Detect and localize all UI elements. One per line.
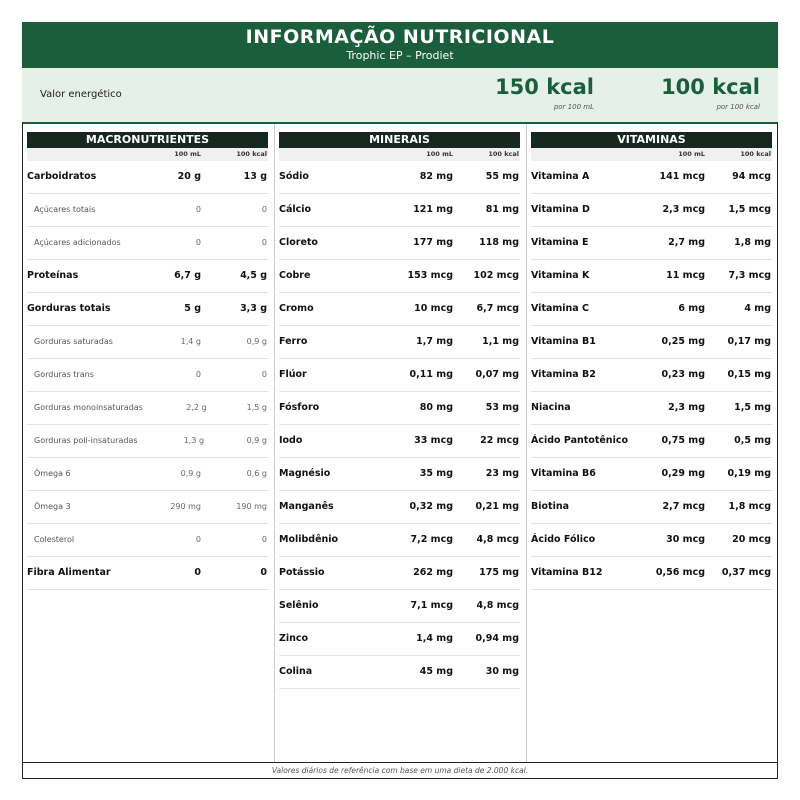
table-row	[27, 227, 268, 260]
nutrient-name: Gorduras saturadas	[34, 337, 113, 346]
value-100ml: 2,7 mcg	[662, 501, 705, 512]
table-row	[27, 491, 268, 524]
nutrient-name: Açúcares adicionados	[34, 238, 121, 247]
value-100kcal: 0	[261, 238, 267, 247]
value-100ml: 20 g	[177, 171, 201, 182]
value-100kcal: 1,8 mcg	[728, 501, 771, 512]
table-row	[279, 656, 520, 689]
energy-per-100kcal-value: 100 kcal	[661, 75, 760, 99]
table-row	[27, 194, 268, 227]
value-100ml: 2,3 mcg	[662, 204, 705, 215]
value-100kcal: 1,5 mg	[734, 402, 771, 413]
value-100kcal: 0,21 mg	[475, 501, 519, 512]
page-title: INFORMAÇÃO NUTRICIONAL	[245, 26, 555, 48]
value-100ml: 0,11 mg	[409, 369, 453, 380]
nutrient-name: Ácido Pantotênico	[531, 435, 628, 446]
nutrient-name: Proteínas	[27, 270, 79, 281]
value-100ml: 5 g	[184, 303, 201, 314]
table-row	[531, 227, 772, 260]
value-100ml: 0	[194, 567, 201, 578]
value-100kcal: 1,8 mg	[734, 237, 771, 248]
nutrient-name: Iodo	[279, 435, 303, 446]
table-row	[279, 161, 520, 194]
nutrient-name: Colesterol	[34, 535, 75, 544]
energy-per-100ml	[495, 74, 594, 111]
energy-bar	[22, 68, 778, 122]
row-list	[279, 161, 520, 689]
nutrient-name: Vitamina B1	[531, 336, 596, 347]
table-row	[27, 161, 268, 194]
nutrient-name: Gorduras totais	[27, 303, 111, 314]
table-row	[279, 557, 520, 590]
nutrient-name: Manganês	[279, 501, 334, 512]
value-100kcal: 0,9 g	[246, 337, 267, 346]
nutrient-name: Fibra Alimentar	[27, 567, 111, 578]
value-100kcal: 7,3 mcg	[728, 270, 771, 281]
value-100ml: 80 mg	[419, 402, 453, 413]
vitaminas-section	[531, 132, 772, 590]
value-100kcal: 0,15 mg	[727, 369, 771, 380]
nutrient-name: Ômega 6	[34, 469, 71, 478]
table-row	[27, 458, 268, 491]
col-label-100kcal: 100 kcal	[740, 150, 771, 158]
value-100kcal: 4,8 mcg	[476, 534, 519, 545]
product-subtitle: Trophic EP – Prodiet	[346, 49, 454, 62]
table-row	[279, 491, 520, 524]
value-100ml: 11 mcg	[666, 270, 705, 281]
table-row	[27, 524, 268, 557]
value-100kcal: 0	[261, 370, 267, 379]
energy-per-100ml-value: 150 kcal	[495, 75, 594, 99]
value-100kcal: 4 mg	[744, 303, 771, 314]
table-row	[279, 392, 520, 425]
section-title: VITAMINAS	[531, 132, 772, 148]
value-100kcal: 1,1 mg	[482, 336, 519, 347]
table-row	[279, 623, 520, 656]
value-100ml: 30 mcg	[666, 534, 705, 545]
value-100kcal: 0,07 mg	[475, 369, 519, 380]
value-100kcal: 13 g	[243, 171, 267, 182]
table-row	[279, 227, 520, 260]
value-100kcal: 20 mcg	[732, 534, 771, 545]
nutrition-table	[22, 122, 778, 779]
table-row	[27, 260, 268, 293]
table-row	[27, 326, 268, 359]
table-row	[531, 326, 772, 359]
value-100kcal: 23 mg	[485, 468, 519, 479]
table-row	[531, 359, 772, 392]
table-row	[531, 491, 772, 524]
value-100kcal: 4,5 g	[240, 270, 267, 281]
row-list	[531, 161, 772, 590]
col-label-100kcal: 100 kcal	[236, 150, 267, 158]
value-100ml: 2,2 g	[186, 403, 207, 412]
value-100kcal: 30 mg	[485, 666, 519, 677]
value-100ml: 1,3 g	[183, 436, 205, 445]
table-row	[531, 293, 772, 326]
nutrient-name: Cobre	[279, 270, 311, 281]
nutrient-name: Potássio	[279, 567, 325, 578]
col-label-100kcal: 100 kcal	[488, 150, 519, 158]
nutrient-name: Sódio	[279, 171, 309, 182]
col-label-100ml: 100 mL	[174, 150, 201, 158]
col-label-100ml: 100 mL	[426, 150, 453, 158]
nutrition-header	[22, 22, 778, 68]
value-100kcal: 175 mg	[479, 567, 519, 578]
nutrient-name: Selênio	[279, 600, 319, 611]
nutrient-name: Gorduras poli-insaturadas	[34, 436, 138, 445]
table-row	[531, 458, 772, 491]
value-100kcal: 0,6 g	[246, 469, 267, 478]
value-100kcal: 3,3 g	[240, 303, 267, 314]
value-100ml: 0,25 mg	[661, 336, 705, 347]
nutrient-name: Gorduras monoinsaturadas	[34, 403, 143, 412]
value-100kcal: 102 mcg	[473, 270, 519, 281]
value-100ml: 1,4 mg	[416, 633, 453, 644]
table-row	[279, 425, 520, 458]
nutrient-name: Vitamina K	[531, 270, 590, 281]
value-100kcal: 6,7 mcg	[476, 303, 519, 314]
nutrient-name: Vitamina D	[531, 204, 590, 215]
nutrient-name: Molibdênio	[279, 534, 339, 545]
value-100ml: 0	[195, 370, 201, 379]
nutrient-name: Ferro	[279, 336, 308, 347]
nutrient-name: Magnésio	[279, 468, 331, 479]
value-100ml: 82 mg	[419, 171, 453, 182]
nutrient-name: Gorduras trans	[34, 370, 94, 379]
energy-per-100kcal	[661, 74, 760, 111]
value-100ml: 141 mcg	[659, 171, 705, 182]
table-row	[531, 524, 772, 557]
column-divider	[526, 124, 527, 762]
value-100kcal: 53 mg	[485, 402, 519, 413]
nutrient-name: Ácido Fólico	[531, 534, 596, 545]
table-row	[279, 590, 520, 623]
value-100kcal: 94 mcg	[732, 171, 771, 182]
table-row	[279, 293, 520, 326]
value-100ml: 33 mcg	[414, 435, 453, 446]
table-row	[531, 161, 772, 194]
nutrient-name: Vitamina B6	[531, 468, 596, 479]
nutrient-name: Ômega 3	[34, 502, 71, 511]
nutrient-name: Açúcares totais	[34, 205, 96, 214]
value-100ml: 0	[195, 535, 201, 544]
table-row	[531, 557, 772, 590]
table-row	[279, 359, 520, 392]
value-100ml: 2,7 mg	[668, 237, 705, 248]
nutrient-name: Flúor	[279, 369, 307, 380]
nutrient-name: Vitamina A	[531, 171, 590, 182]
table-row	[279, 524, 520, 557]
value-100ml: 2,3 mg	[668, 402, 705, 413]
value-100ml: 0,56 mcg	[655, 567, 705, 578]
column-labels	[531, 148, 772, 161]
value-100ml: 6,7 g	[174, 270, 201, 281]
value-100ml: 7,2 mcg	[410, 534, 453, 545]
table-row	[279, 260, 520, 293]
value-100kcal: 81 mg	[485, 204, 519, 215]
column-labels	[27, 148, 268, 161]
value-100kcal: 0	[261, 535, 267, 544]
table-row	[531, 392, 772, 425]
value-100ml: 290 mg	[170, 502, 201, 511]
value-100kcal: 0	[260, 567, 267, 578]
energy-per-100ml-unit: por 100 mL	[553, 103, 594, 111]
nutrient-name: Fósforo	[279, 402, 320, 413]
energy-label: Valor energético	[40, 89, 122, 100]
nutrient-name: Vitamina C	[531, 303, 590, 314]
value-100kcal: 0,37 mcg	[721, 567, 771, 578]
row-list	[27, 161, 268, 590]
value-100kcal: 4,8 mcg	[476, 600, 519, 611]
table-row	[279, 458, 520, 491]
value-100ml: 0,32 mg	[409, 501, 453, 512]
value-100ml: 45 mg	[419, 666, 453, 677]
value-100ml: 1,4 g	[180, 337, 201, 346]
table-row	[279, 326, 520, 359]
column-divider	[274, 124, 275, 762]
section-title: MACRONUTRIENTES	[27, 132, 268, 148]
value-100ml: 0,75 mg	[661, 435, 705, 446]
table-row	[27, 293, 268, 326]
value-100kcal: 190 mg	[236, 502, 267, 511]
table-row	[27, 425, 268, 458]
value-100ml: 0,9 g	[180, 469, 201, 478]
value-100ml: 0	[195, 238, 201, 247]
nutrient-name: Cromo	[279, 303, 314, 314]
nutrient-name: Cálcio	[279, 204, 312, 215]
value-100ml: 153 mcg	[407, 270, 453, 281]
minerais-section	[279, 132, 520, 689]
nutrient-name: Cloreto	[279, 237, 318, 248]
value-100ml: 0,29 mg	[661, 468, 705, 479]
table-row	[27, 557, 268, 590]
table-row	[279, 194, 520, 227]
value-100kcal: 1,5 mcg	[728, 204, 771, 215]
table-row	[531, 425, 772, 458]
value-100ml: 262 mg	[413, 567, 453, 578]
value-100ml: 35 mg	[419, 468, 453, 479]
footer-note: Valores diários de referência com base em uma dieta de 2.000 kcal.	[23, 762, 777, 778]
value-100ml: 177 mg	[413, 237, 453, 248]
energy-per-100kcal-unit: por 100 kcal	[716, 103, 760, 111]
table-row	[531, 194, 772, 227]
value-100kcal: 0,19 mg	[727, 468, 771, 479]
value-100kcal: 0,94 mg	[475, 633, 519, 644]
value-100kcal: 1,5 g	[246, 403, 267, 412]
value-100ml: 0	[195, 205, 201, 214]
value-100kcal: 0,9 g	[246, 436, 267, 445]
nutrient-name: Zinco	[279, 633, 309, 644]
value-100kcal: 118 mg	[479, 237, 519, 248]
value-100ml: 1,7 mg	[416, 336, 453, 347]
nutrient-name: Vitamina B12	[531, 567, 603, 578]
table-row	[531, 260, 772, 293]
value-100ml: 7,1 mcg	[410, 600, 453, 611]
nutrient-name: Biotina	[531, 501, 569, 512]
nutrient-name: Vitamina E	[531, 237, 589, 248]
col-label-100ml: 100 mL	[678, 150, 705, 158]
nutrient-name: Vitamina B2	[531, 369, 596, 380]
table-row	[27, 359, 268, 392]
column-labels	[279, 148, 520, 161]
value-100kcal: 0,5 mg	[734, 435, 771, 446]
value-100kcal: 22 mcg	[480, 435, 519, 446]
value-100kcal: 0,17 mg	[727, 336, 771, 347]
value-100kcal: 0	[261, 205, 267, 214]
value-100kcal: 55 mg	[485, 171, 519, 182]
value-100ml: 0,23 mg	[661, 369, 705, 380]
nutrient-name: Colina	[279, 666, 313, 677]
macronutrientes-section	[27, 132, 268, 590]
value-100ml: 121 mg	[413, 204, 453, 215]
section-title: MINERAIS	[279, 132, 520, 148]
nutrient-name: Niacina	[531, 402, 571, 413]
value-100ml: 6 mg	[678, 303, 705, 314]
table-row	[27, 392, 268, 425]
nutrient-name: Carboidratos	[27, 171, 97, 182]
value-100ml: 10 mcg	[414, 303, 453, 314]
